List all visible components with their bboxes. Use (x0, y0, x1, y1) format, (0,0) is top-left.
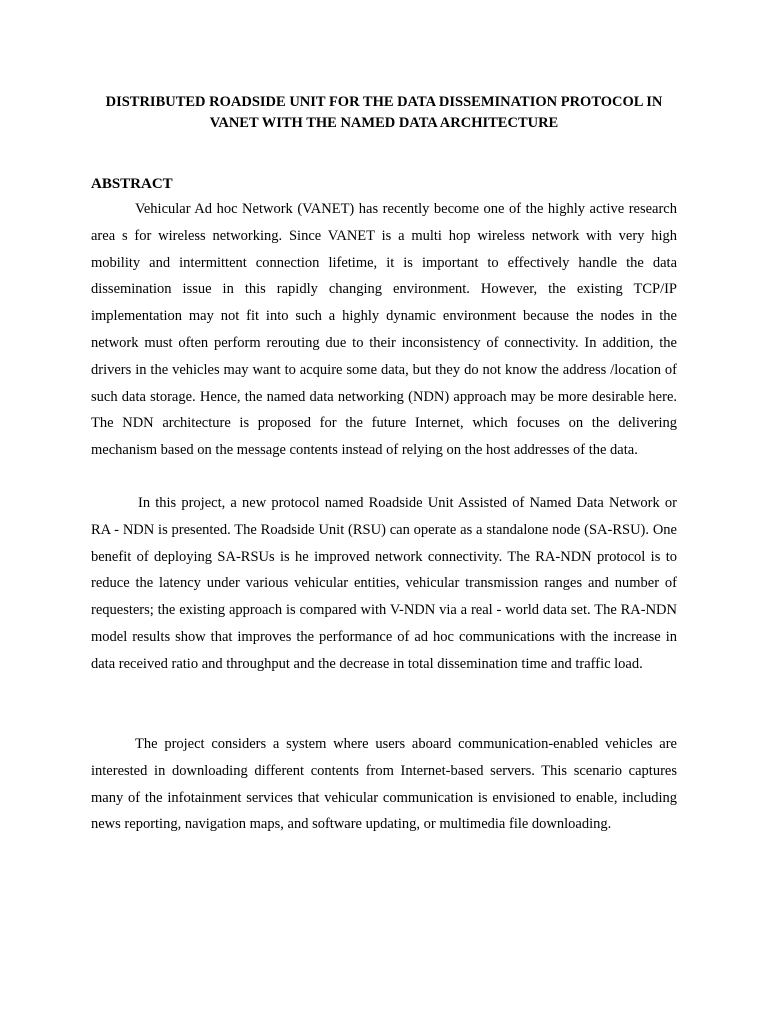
abstract-paragraph-1: Vehicular Ad hoc Network (VANET) has recently become one of the highly active research area s for wireless networking. Since VANET is a multi hop wireless network with very high mobility and intermittent connection lifetime, it is important to effectively handle the data dissemination issue in this rapidly changing environment. However, the existing TCP/IP implementation may not fit into such a highly dynamic environment because the nodes in the network must often perform rerouting due to their inconsistency of connectivity. In addition, the drivers in the vehicles may want to acquire some data, but they do not know the address /location of such data storage. Hence, the named data networking (NDN) approach may be more desirable here. The NDN architecture is proposed for the future Internet, which focuses on the delivering mechanism based on the message contents instead of relying on the host addresses of the data. (91, 201, 677, 459)
abstract-paragraph-2: In this project, a new protocol named Roadside Unit Assisted of Named Data Network or RA - NDN is presented. The Roadside Unit (RSU) can operate as a standalone node (SA-RSU). One benefit of deploying SA-RSUs is he improved network connectivity. The RA-NDN protocol is to reduce the latency under various vehicular entities, vehicular transmission ranges and number of requesters; the existing approach is compared with V-NDN via a real - world data set. The RA-NDN model results show that improves the performance of ad hoc communications with the increase in data received ratio and throughput and the decrease in total dissemination time and traffic load. (91, 495, 677, 672)
title-line-1: DISTRIBUTED ROADSIDE UNIT FOR THE DATA DISSEMINATION PROTOCOL IN (105, 94, 663, 110)
abstract-heading: ABSTRACT (91, 176, 173, 192)
abstract-paragraph-3: The project considers a system where users aboard communication-enabled vehicles are interested in downloading different contents from Internet-based servers. This scenario captures many of the infotainment services that vehicular communication is envisioned to enable, including news reporting, navigation maps, and software updating, or multimedia file downloading. (91, 736, 677, 833)
title-line-2: VANET WITH THE NAMED DATA ARCHITECTURE (209, 115, 559, 131)
document-title (86, 92, 682, 134)
